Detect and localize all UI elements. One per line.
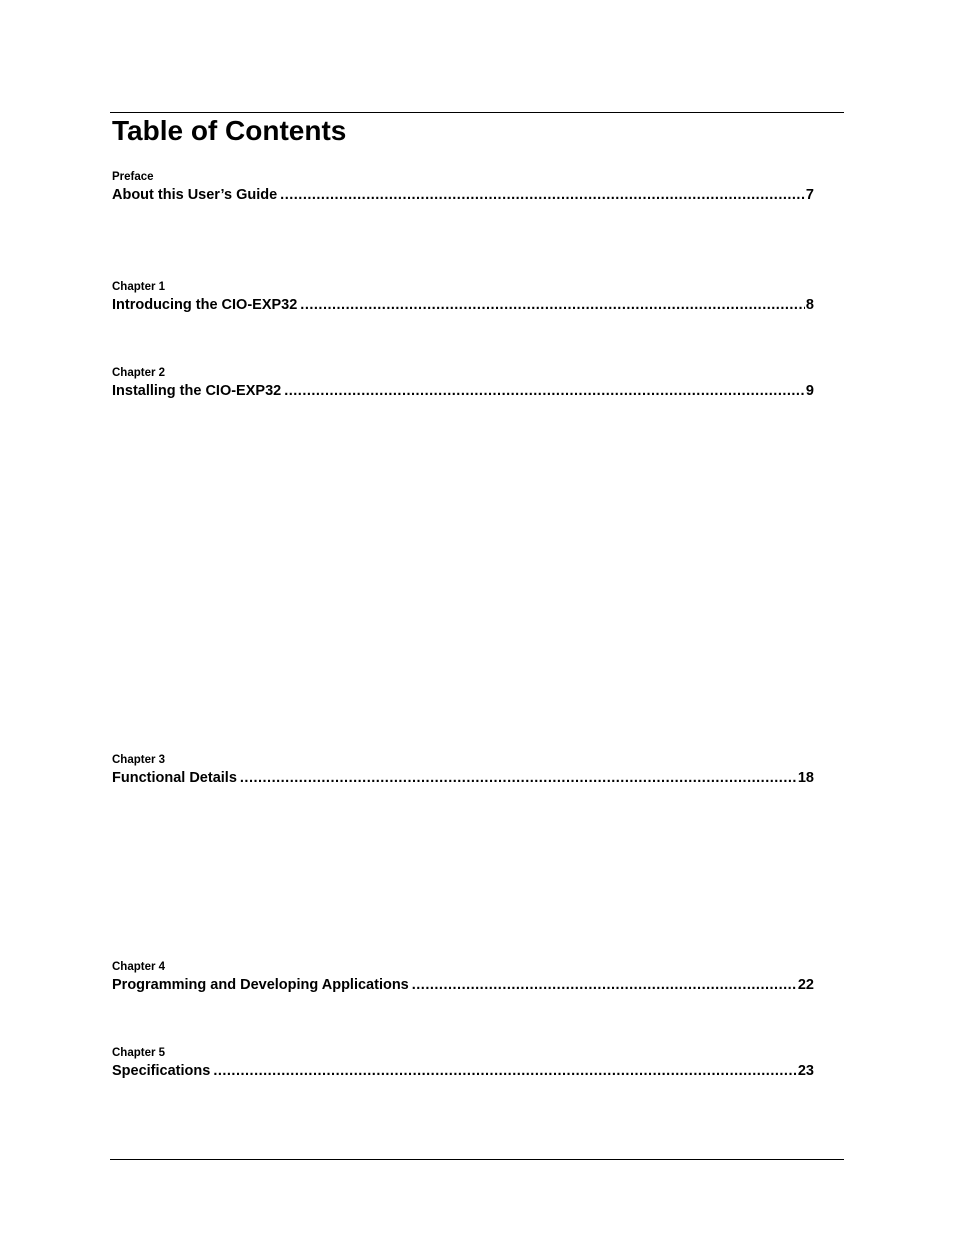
dot-leader — [240, 769, 797, 787]
toc-section-chapter-5 — [112, 1046, 814, 1080]
toc-page-number: 7 — [805, 187, 814, 203]
toc-page-number: 18 — [797, 770, 814, 786]
chapter-label: Chapter 5 — [112, 1047, 166, 1059]
chapter-label: Chapter 4 — [112, 961, 166, 973]
bottom-rule — [110, 1159, 844, 1160]
chapter-label: Chapter 2 — [112, 367, 166, 379]
toc-section-chapter-2 — [112, 366, 814, 400]
dot-leader — [300, 296, 805, 314]
chapter-label: Chapter 3 — [112, 754, 166, 766]
dot-leader — [213, 1062, 797, 1080]
toc-page-number: 8 — [805, 297, 814, 313]
toc-section-chapter-4 — [112, 960, 814, 994]
toc-entry-title: Introducing the CIO-EXP32 — [112, 297, 298, 313]
toc-entry-specifications[interactable] — [112, 1062, 814, 1080]
toc-page-number: 9 — [805, 383, 814, 399]
toc-page-number: 23 — [797, 1063, 814, 1079]
toc-entry-title: Installing the CIO-EXP32 — [112, 383, 282, 399]
dot-leader — [284, 382, 805, 400]
chapter-label: Preface — [112, 171, 154, 183]
toc-section-chapter-1 — [112, 280, 814, 314]
dot-leader — [280, 186, 805, 204]
toc-entry-title: Programming and Developing Applications — [112, 977, 409, 993]
toc-page-number: 22 — [797, 977, 814, 993]
chapter-label: Chapter 1 — [112, 281, 166, 293]
page-title: Table of Contents — [112, 115, 347, 146]
toc-entry-title: Functional Details — [112, 770, 237, 786]
toc-entry-title: About this User’s Guide — [112, 187, 278, 203]
toc-entry-installing[interactable] — [112, 382, 814, 400]
toc-entry-programming[interactable] — [112, 976, 814, 994]
toc-section-chapter-3 — [112, 753, 814, 787]
toc-entry-about-guide[interactable] — [112, 186, 814, 204]
toc-entry-functional-details[interactable] — [112, 769, 814, 787]
toc-entry-title: Specifications — [112, 1063, 211, 1079]
toc-entry-introducing[interactable] — [112, 296, 814, 314]
dot-leader — [412, 976, 797, 994]
toc-section-preface — [112, 170, 814, 204]
